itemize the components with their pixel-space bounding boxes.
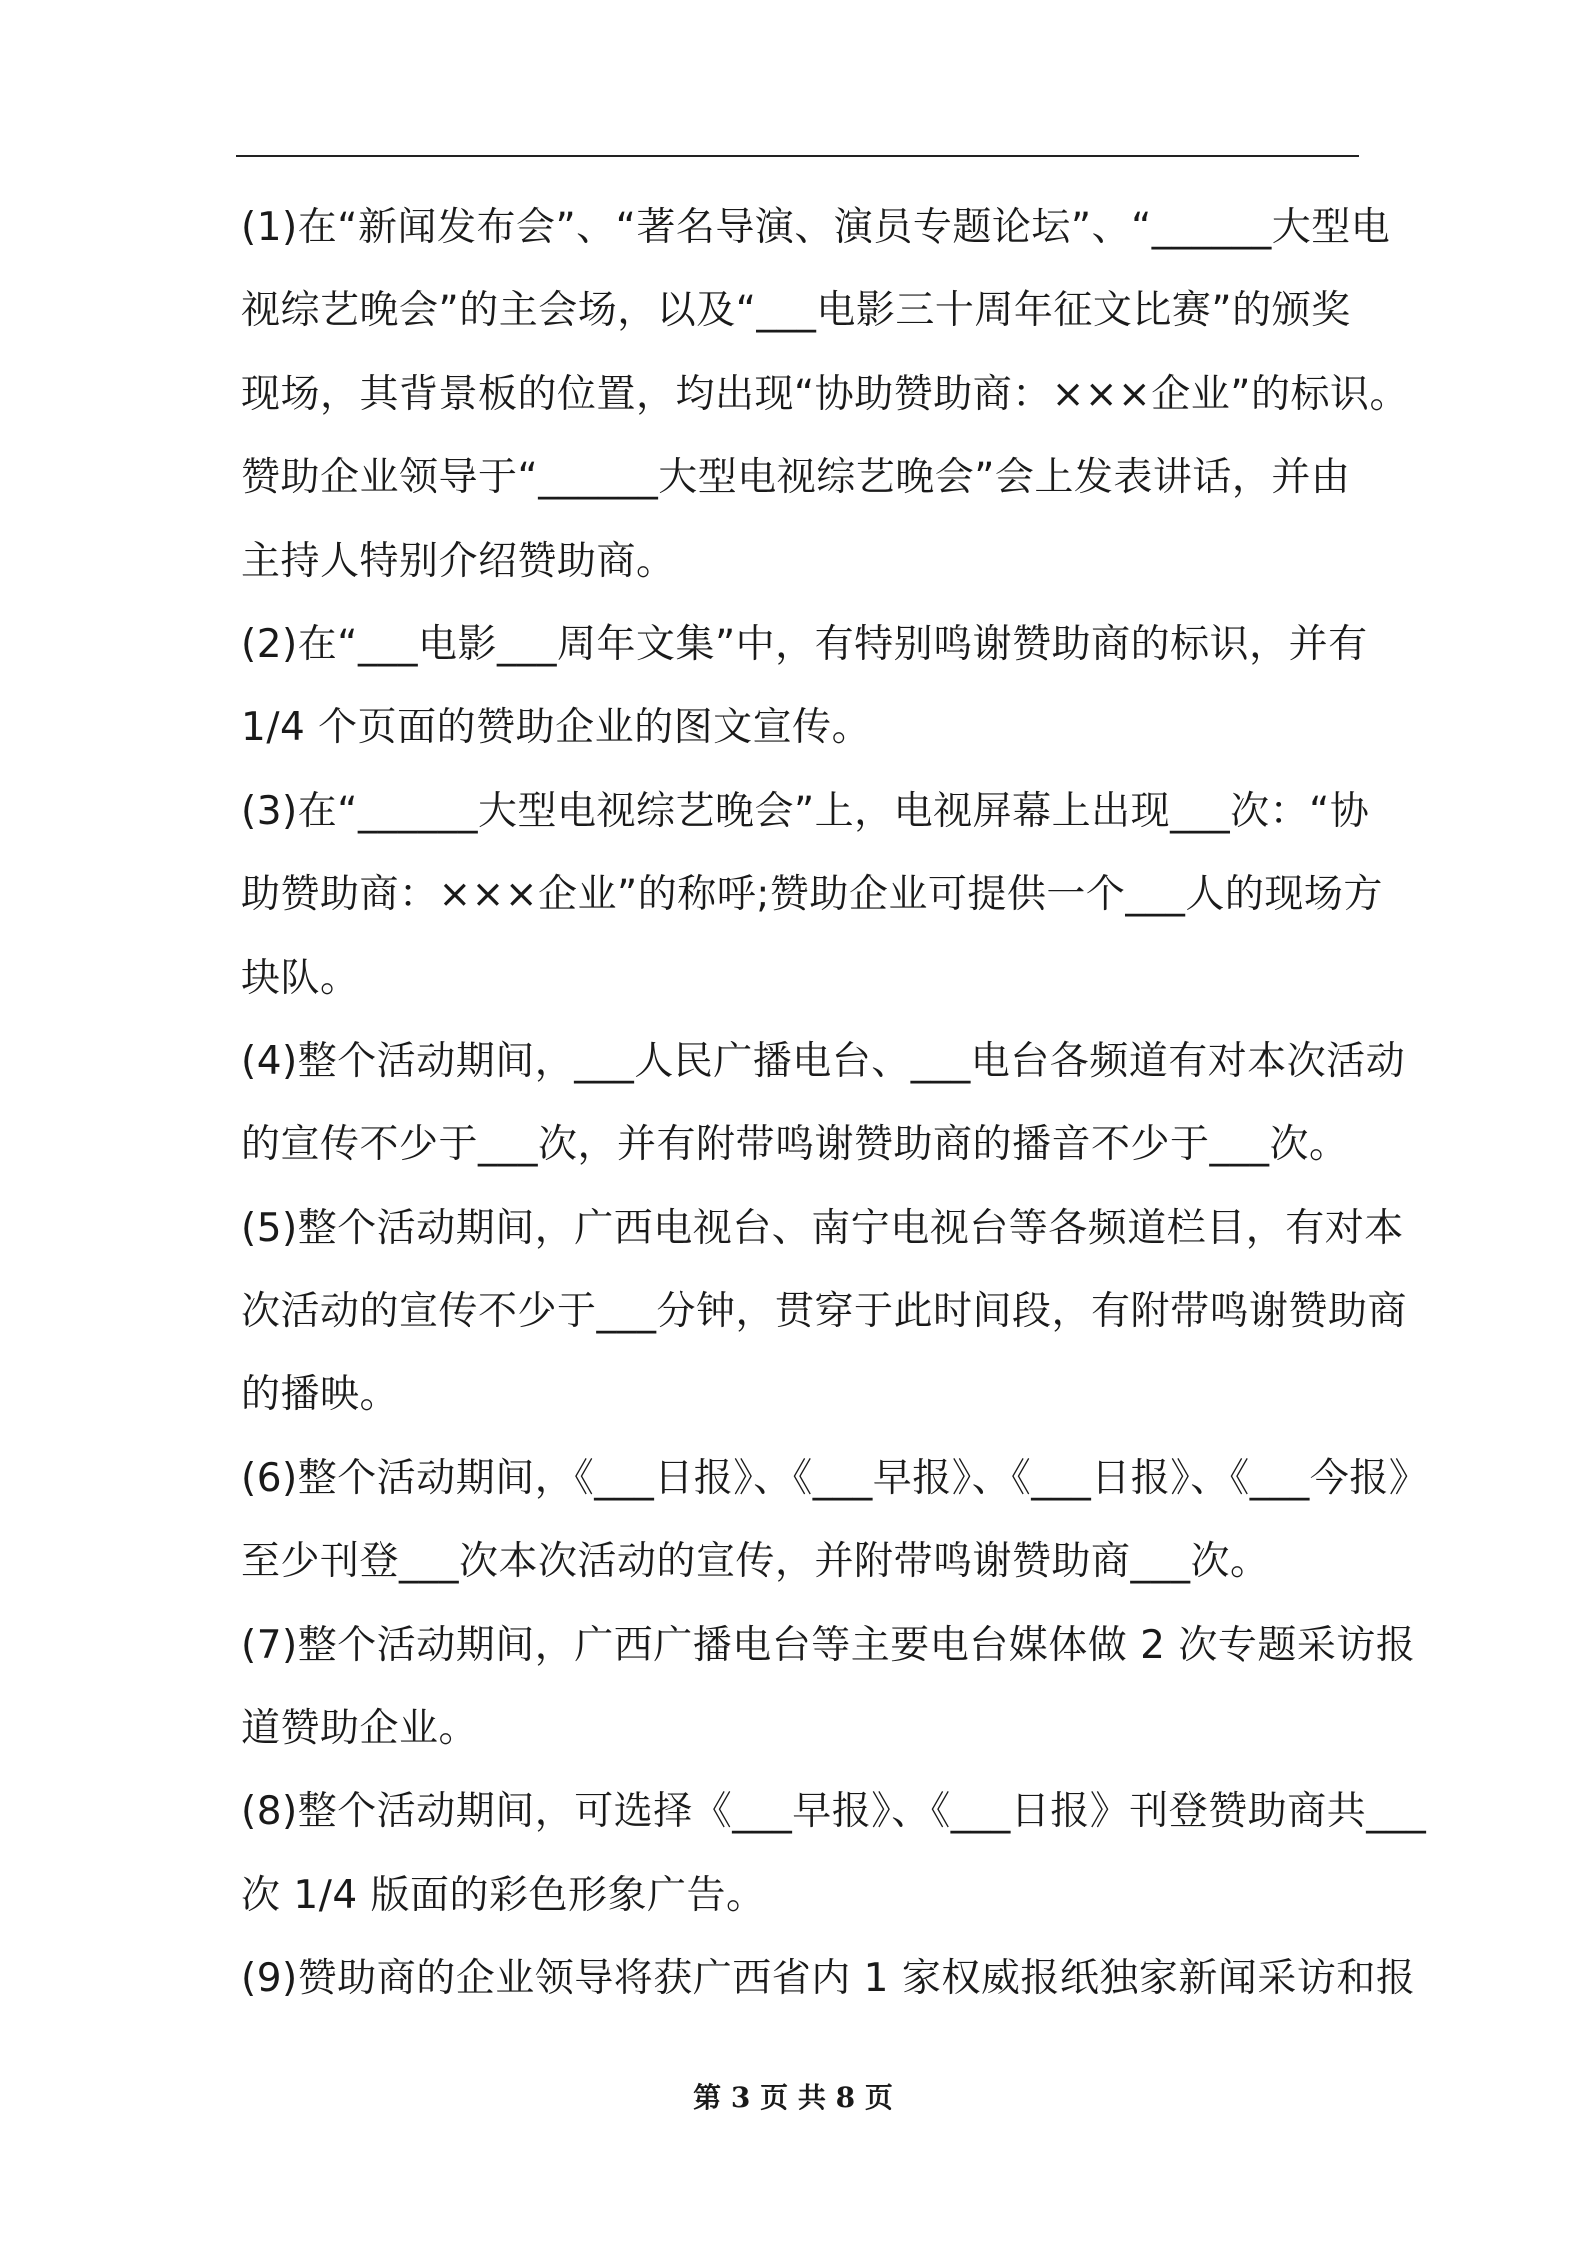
text-line: 次活动的宣传不少于___分钟，贯穿于此时间段，有附带鸣谢赞助商 — [241, 1289, 1408, 1335]
text-line: (6)整个活动期间，《___日报》、《___早报》、《___日报》、《___今报》 — [241, 1455, 1429, 1501]
text-line: (3)在“______大型电视综艺晚会”上，电视屏幕上出现___次：“协 — [241, 788, 1370, 834]
text-line: 赞助企业领导于“______大型电视综艺晚会”会上发表讲话，并由 — [241, 455, 1351, 501]
text-line: 次 1/4 版面的彩色形象广告。 — [241, 1872, 766, 1918]
text-line: 道赞助企业。 — [241, 1706, 479, 1752]
text-line: (8)整个活动期间，可选择《___早报》、《___日报》刊登赞助商共___ — [241, 1789, 1427, 1835]
text-line: 至少刊登___次本次活动的宣传，并附带鸣谢赞助商___次。 — [241, 1539, 1270, 1585]
text-line: 视综艺晚会”的主会场，以及“___电影三十周年征文比赛”的颁奖 — [241, 288, 1351, 334]
text-line: (4)整个活动期间，___人民广播电台、___电台各频道有对本次活动 — [241, 1038, 1406, 1084]
text-line: (9)赞助商的企业领导将获广西省内 1 家权威报纸独家新闻采访和报 — [241, 1956, 1416, 2002]
text-line: 1/4 个页面的赞助企业的图文宣传。 — [241, 705, 872, 751]
document-body — [241, 186, 1429, 2021]
text-line: (5)整个活动期间，广西电视台、南宁电视台等各频道栏目，有对本 — [241, 1205, 1404, 1251]
text-line: (1)在“新闻发布会”、“著名导演、演员专题论坛”、“______大型电 — [241, 205, 1391, 250]
text-line: (7)整个活动期间，广西广播电台等主要电台媒体做 2 次专题采访报 — [241, 1622, 1416, 1668]
text-line: 主持人特别介绍赞助商。 — [241, 538, 676, 584]
text-line: 现场，其背景板的位置，均出现“协助赞助商：×××企业”的标识。 — [241, 371, 1409, 417]
page-indicator: 第 3 页 共 8 页 — [693, 2081, 893, 2114]
header-rule — [236, 155, 1359, 157]
text-line: 助赞助商：×××企业”的称呼;赞助企业可提供一个___人的现场方 — [241, 872, 1383, 918]
text-line: 的宣传不少于___次，并有附带鸣谢赞助商的播音不少于___次。 — [241, 1122, 1349, 1168]
text-line: (2)在“___电影___周年文集”中，有特别鸣谢赞助商的标识，并有 — [241, 621, 1368, 667]
text-line: 块队。 — [241, 955, 360, 1001]
text-line: 的播映。 — [241, 1372, 400, 1418]
